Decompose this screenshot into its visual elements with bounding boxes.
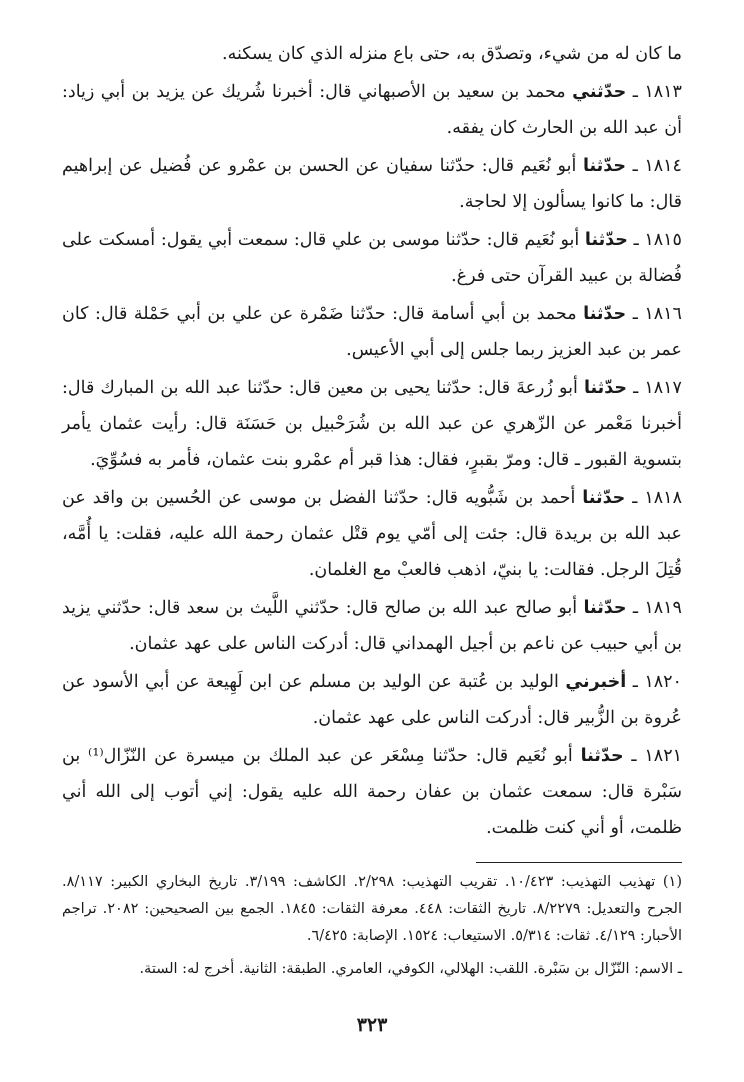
entry-1814: [62, 148, 682, 220]
entry-number: ١٨١٧: [644, 378, 682, 398]
entry-1819: [62, 590, 682, 662]
entry-1816: [62, 296, 682, 368]
entry-number: ١٨٢٠: [644, 672, 682, 692]
entry-keyword: حدّثنا: [583, 598, 627, 618]
intro-paragraph: ما كان له من شيء، وتصدّق به، حتى باع منزله الذي كان يسكنه.: [222, 44, 682, 64]
entry-keyword: حدّثنا: [582, 488, 626, 508]
footnote-1-name: ـ الاسم: النّزّال بن سَبْرة. اللقب: الهلالي، الكوفي، العامري. الطبقة: الثانية. أخرج له: الستة.: [139, 961, 682, 977]
entry-1818: [62, 480, 682, 588]
entry-number: ١٨١٦: [644, 304, 682, 324]
entry-number: ١٨١٤: [644, 156, 682, 176]
entry-1813: [62, 74, 682, 146]
entry-keyword: حدّثنا: [582, 156, 626, 176]
page-number: ٣٢٣: [356, 1014, 388, 1036]
entry-1820: [62, 664, 682, 736]
entry-text: أبو نُعَيم قال: حدّثنا موسى بن علي قال: سمعت أبي يقول: أمسكت على فُضالة بن عبيد القرآن حتى فرغ.: [62, 230, 682, 286]
entry-text: أبو نُعَيم قال: حدّثنا مِسْعَر عن عبد الملك بن ميسرة عن النّزّال⁽¹⁾ بن سَبْرة قال: سمعت عثمان بن عفان رحمة الله عليه يقول: إني أتوب إلى الله أني ظلمت، أو أني كنت ظلمت.: [62, 746, 682, 838]
entry-text: أبو زُرعةَ قال: حدّثنا يحيى بن معين قال: حدّثنا عبد الله بن المبارك قال: أخبرنا مَعْمر عن الزّهري عن عبد الله بن شُرَحْبيل بن حَسَنَة قال: رأيت عثمان يأمر بتسوية القبور ـ قال: ومرّ بقبرٍ، فقال: هذا قبر أم عمْرو بنت عثمان، فأمر به فسُوِّيَ.: [62, 378, 682, 470]
entry-number: ١٨١٨: [644, 488, 682, 508]
footnote-1: (١) تهذيب التهذيب: ١٠/٤٢٣. تقريب التهذيب: ٢/٢٩٨. الكاشف: ٣/١٩٩. تاريخ البخاري الكبير: ٨/١١٧. الجرح والتعديل: ٨/٢٢٧٩. تاريخ الثقات: ٤٤٨. معرفة الثقات: ١٨٤٥. الجمع بين الصحيحين: ٢٠٨٢. تراجم الأحبار: ٤/١٢٩. ثقات: ٥/٣١٤. الاستيعاب: ١٥٢٤. الإصابة: ٦/٤٢٥.: [62, 874, 683, 944]
entry-dash: ـ: [633, 378, 639, 398]
entry-keyword: حدّثنا: [583, 304, 627, 324]
entry-1821: [62, 738, 682, 846]
entry-dash: ـ: [632, 156, 638, 176]
entry-text: أبو نُعَيم قال: حدّثنا سفيان عن الحسن بن عمْرو عن فُضيل عن إبراهيم قال: ما كانوا يسألون إلا لحاجة.: [62, 156, 682, 212]
entry-keyword: حدّثنا: [583, 378, 627, 398]
entry-1817: [62, 370, 682, 478]
entry-1815: [62, 222, 682, 294]
footnotes: [62, 869, 682, 983]
book-page: [62, 36, 682, 989]
footnote-separator: [476, 862, 682, 863]
entry-number: ١٨١٥: [644, 230, 682, 250]
main-text: [62, 36, 682, 846]
entry-dash: ـ: [631, 746, 637, 766]
entry-text: الوليد بن عُتبة عن الوليد بن مسلم عن ابن لَهِيعة عن أبي الأسود عن عُروة بن الزُّبير قال: أدركت الناس على عهد عثمان.: [62, 672, 682, 728]
entry-keyword: حدّثنا: [584, 230, 628, 250]
entry-keyword: حدّثني: [572, 82, 627, 102]
entry-dash: ـ: [632, 82, 638, 102]
entry-text: محمد بن سعيد بن الأصبهاني قال: أخبرنا شُريك عن يزيد بن أبي زياد: أن عبد الله بن الحارث كان يفقه.: [62, 82, 682, 138]
entry-text: أبو صالح عبد الله بن صالح قال: حدّثني اللَّيث بن سعد قال: حدّثني يزيد بن أبي حبيب عن ناعم بن أجيل الهمداني قال: أدركت الناس على عهد عثمان.: [62, 598, 682, 654]
entry-keyword: حدّثنا: [580, 746, 624, 766]
entry-keyword: أخبرني: [565, 672, 627, 692]
entry-dash: ـ: [632, 488, 638, 508]
entry-dash: ـ: [632, 304, 638, 324]
entry-number: ١٨١٣: [644, 82, 682, 102]
entry-number: ١٨٢١: [644, 746, 682, 766]
entry-text: محمد بن أبي أسامة قال: حدّثنا ضَمْرة عن علي بن أبي حَمْلة قال: كان عمر بن عبد العزيز ربما جلس إلى أبي الأعيس.: [62, 304, 682, 360]
entry-dash: ـ: [632, 598, 638, 618]
entry-text: أحمد بن شَبُّويه قال: حدّثنا الفضل بن موسى عن الحُسين بن واقد عن عبد الله بن بريدة قال: جئت إلى أمّي يوم قتْل عثمان رحمة الله عليه، فقلت: يا أُمَّه، قُتِلَ الرجل. فقالت: يا بنيّ، اذهب فالعبْ مع الغلمان.: [62, 488, 682, 580]
entry-number: ١٨١٩: [644, 598, 682, 618]
entry-dash: ـ: [633, 230, 639, 250]
entry-dash: ـ: [632, 672, 638, 692]
